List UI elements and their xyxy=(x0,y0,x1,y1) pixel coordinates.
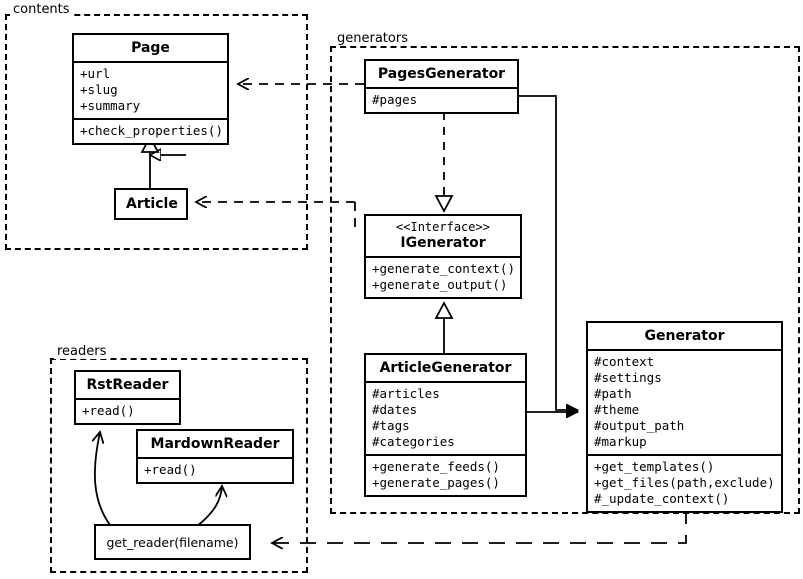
rst-reader-class-title: RstReader xyxy=(86,377,169,393)
attribute: #context xyxy=(594,354,655,369)
attribute: #pages xyxy=(372,92,418,107)
mardown-reader-class-title: MardownReader xyxy=(150,436,280,452)
page-class-attributes xyxy=(74,61,227,118)
attribute: #markup xyxy=(594,434,647,449)
operation: +check_properties() xyxy=(80,123,223,138)
pages-generator-class-attributes xyxy=(366,87,517,112)
operation: +get_templates() xyxy=(594,459,715,474)
attribute: +summary xyxy=(80,98,141,113)
article-generator-class-attributes xyxy=(366,381,525,454)
article-generator-class-operations xyxy=(366,454,525,495)
igenerator-operations xyxy=(366,256,520,297)
operation: #_update_context() xyxy=(594,491,730,506)
readers-package-label: readers xyxy=(54,344,109,359)
generator-class[interactable] xyxy=(586,321,783,513)
rst-reader-class[interactable] xyxy=(74,370,181,425)
attribute: +slug xyxy=(80,82,118,97)
igenerator-interface[interactable] xyxy=(364,214,522,299)
operation: +generate_output() xyxy=(372,277,508,292)
pages-generator-class[interactable] xyxy=(364,59,519,114)
article-class-title: Article xyxy=(126,196,178,212)
get-reader-function[interactable] xyxy=(94,524,251,560)
attribute: #articles xyxy=(372,386,440,401)
igenerator-title: IGenerator xyxy=(400,235,486,251)
attribute: +url xyxy=(80,66,111,81)
attribute: #tags xyxy=(372,418,410,433)
attribute: #dates xyxy=(372,402,418,417)
operation: +read() xyxy=(144,462,197,477)
attribute: #settings xyxy=(594,370,662,385)
pages-generator-class-title: PagesGenerator xyxy=(377,66,506,82)
attribute: #path xyxy=(594,386,632,401)
contents-package-label: contents xyxy=(10,2,73,17)
page-class-operations xyxy=(74,118,227,143)
generators-package-label: generators xyxy=(334,31,411,46)
article-generator-class-title: ArticleGenerator xyxy=(379,360,512,376)
article-class[interactable] xyxy=(114,188,188,220)
generator-class-title: Generator xyxy=(644,328,725,344)
generator-class-attributes xyxy=(588,349,781,454)
mardown-reader-class-operations xyxy=(138,457,292,482)
mardown-reader-class[interactable] xyxy=(136,429,294,484)
page-class-title: Page xyxy=(131,40,170,56)
attribute: #theme xyxy=(594,402,640,417)
operation: +generate_pages() xyxy=(372,475,500,490)
attribute: #categories xyxy=(372,434,455,449)
operation: +read() xyxy=(82,403,135,418)
operation: +generate_context() xyxy=(372,261,515,276)
generator-class-operations xyxy=(588,454,781,511)
attribute: #output_path xyxy=(594,418,685,433)
operation: +generate_feeds() xyxy=(372,459,500,474)
get-reader-function-label: get_reader(filename) xyxy=(106,534,239,550)
page-class[interactable] xyxy=(72,33,229,145)
igenerator-stereotype: <<Interface>> xyxy=(396,220,490,234)
article-generator-class[interactable] xyxy=(364,353,527,497)
rst-reader-class-operations xyxy=(76,398,179,423)
operation: +get_files(path,exclude) xyxy=(594,475,775,490)
